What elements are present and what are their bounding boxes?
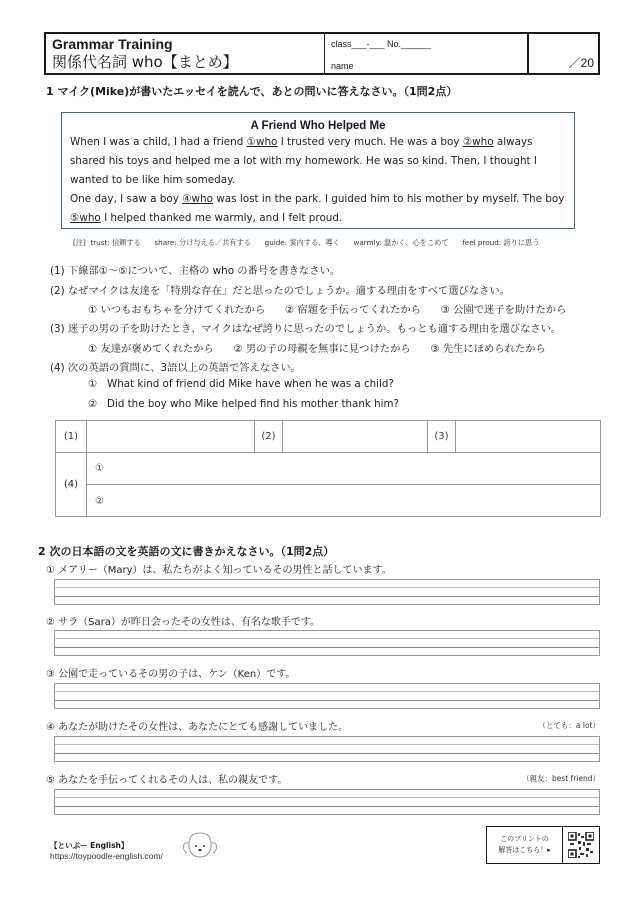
answer-line-1: このプリントの [500,835,549,843]
translation-item-5: ⑤ あなたを手伝ってくれるその人は、私の親友です。 [46,775,288,786]
question-3-options: ① 友達が褒めてくれたから ② 男の子の母親を無事に見つけたから ③ 先生にほめられたから [88,343,546,355]
label-4: (4) [56,453,87,516]
answer-field-2[interactable] [283,421,428,452]
title-en: Grammar Training [52,36,173,52]
vocabulary-note: [注] trust: 信頼する share: 分け与える／共有する guide: 案内する、導く warmly: 温かく、心をこめて feel proud: 誇りに思う [73,238,540,247]
hint-4: （とても：a lot） [538,721,600,730]
marker-2: ②who [462,136,494,148]
section2-title: 2 次の日本語の文を英語の文に書きかえなさい。（1問2点） [38,545,335,558]
text: When I was a child, I had a friend [70,136,247,148]
writing-lines-5[interactable] [54,789,600,815]
worksheet-header [44,32,600,75]
text: One day, I saw a boy [70,193,183,205]
site-url[interactable]: https://toypoodle-english.com/ [50,851,163,861]
translation-item-1: ① メアリー（Mary）は、私たちがよく知っているその男性と話しています。 [46,565,392,576]
answer-field-3[interactable] [456,421,601,452]
answer-link-text [487,827,563,863]
answer-field-4-1[interactable] [87,453,601,485]
section1-title: 1 マイク(Mike)が書いたエッセイを読んで、あとの問いに答えなさい。（1問2点） [46,85,458,98]
label-2: (2) [255,421,283,452]
answer-table [55,420,601,517]
story-title: A Friend Who Helped Me [250,120,386,132]
question-1: (1) 下線部①～⑤について、主格の who の番号を書きなさい。 [50,265,341,277]
label-1: (1) [56,421,87,452]
score-box [529,34,598,73]
student-info [325,34,529,73]
question-4: (4) 次の英語の質問に、3語以上の英語で答えなさい。 [50,362,301,374]
marker-5: ⑤who [70,212,101,224]
story-paragraph-1 [62,133,574,190]
class-number-field[interactable]: class___-___ No.______ [331,39,432,49]
text: I helped thanked me warmly, and I felt proud. [100,212,343,224]
sub-label-2: ② [95,495,104,507]
qr-code-icon[interactable] [563,827,599,863]
title-jp: 関係代名詞 who【まとめ】 [52,53,238,71]
writing-lines-1[interactable] [54,579,600,605]
answer-line-2: 解答はこちら！▸ [498,846,551,854]
story-box [61,112,575,229]
translation-item-2: ② サラ（Sara）が昨日会ったその女性は、有名な歌手です。 [46,617,321,628]
question-4-2: ② Did the boy who Mike helped find his mother thank him? [88,398,399,410]
writing-lines-2[interactable] [54,630,600,656]
story-paragraph-2 [62,190,574,228]
poodle-logo-icon [180,829,220,865]
marker-4: ④who [182,193,213,205]
translation-item-4: ④ あなたが助けたその女性は、あなたにとても感謝していました。 [46,722,349,733]
writing-lines-3[interactable] [54,683,600,709]
name-field[interactable]: name [331,61,354,71]
text: was lost in the park. I guided him to his mother by myself. The boy [212,193,565,205]
label-3: (3) [428,421,456,452]
question-3: (3) 迷子の男の子を助けたとき、マイクはなぜ誇りに思ったのでしょうか。もっとも適する理由を選びなさい。 [50,323,562,335]
hint-5: （親友：best friend） [521,774,600,783]
sub-label-1: ① [95,463,104,474]
question-2-options: ① いつもおもちゃを分けてくれたから ② 宿題を手伝ってくれたから ③ 公園で迷子を助けたから [88,304,567,316]
text: I trusted very much. He was a boy [277,136,463,148]
translation-item-3: ③ 公園で走っているその男の子は、ケン（Ken）です。 [46,669,296,680]
question-4-1: ① What kind of friend did Mike have when he was a child? [88,378,394,390]
text: always shared his toys and helped me a lot with my homework. He was so kind. Then, I thought I wanted to be like him someday. [70,136,537,186]
brand-name: 【といぷー English】 [50,841,129,850]
marker-1: ①who [246,136,278,148]
answer-field-1[interactable] [87,421,255,452]
answer-field-4-2[interactable] [87,485,601,517]
answer-row-1 [56,421,600,453]
score-total: ／20 [568,56,594,70]
title-block [46,34,325,73]
answer-qr-box[interactable] [486,826,600,864]
writing-lines-4[interactable] [54,736,600,762]
question-2: (2) なぜマイクは友達を「特別な存在」だと思ったのでしょうか。適する理由をすべて選びなさい。 [50,285,511,297]
